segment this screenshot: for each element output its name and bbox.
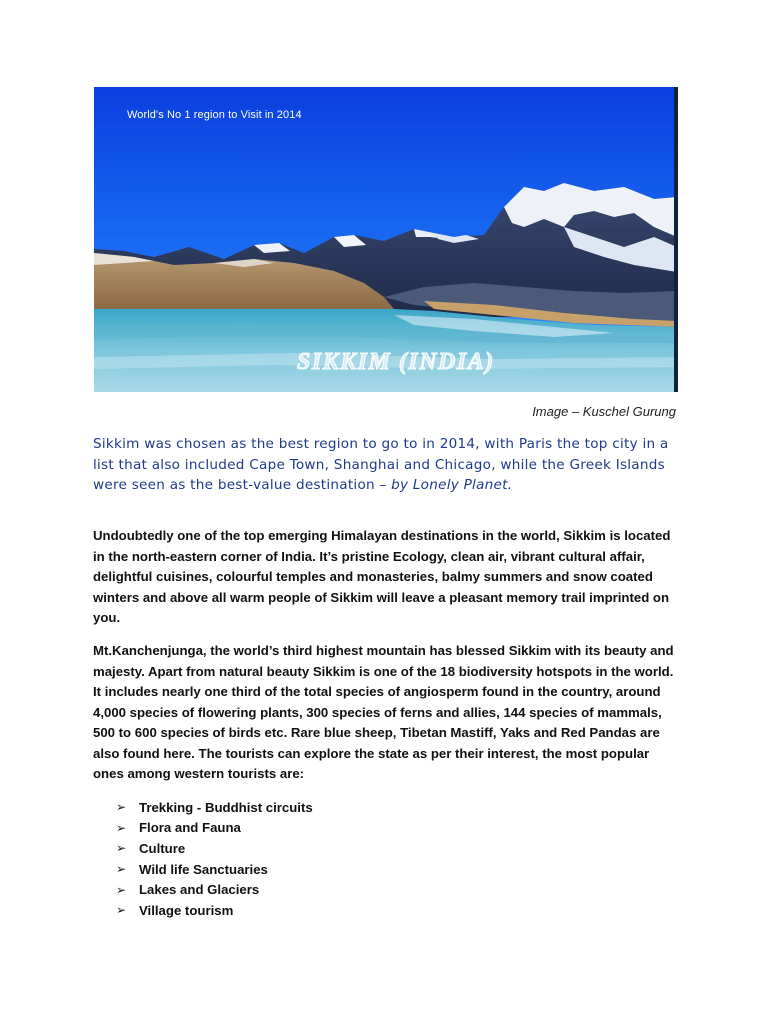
list-item: [116, 838, 313, 859]
hero-image: [94, 87, 677, 392]
list-item-label: Trekking - Buddhist circuits: [139, 799, 313, 815]
image-border: [674, 87, 678, 392]
arrow-bullet-icon: ➢: [116, 820, 127, 835]
list-item-label: Wild life Sanctuaries: [139, 861, 268, 877]
list-item: [116, 797, 313, 818]
list-item: [116, 900, 313, 921]
hero-tagline: World's No 1 region to Visit in 2014: [127, 109, 302, 121]
lake-mountain-photo: [94, 87, 677, 392]
attractions-list: [116, 797, 313, 921]
list-item-label: Culture: [139, 840, 186, 856]
list-item: [116, 818, 313, 839]
body-paragraph-2: Mt.Kanchenjunga, the world’s third highest mountain has blessed Sikkim with its beauty and majesty. Apart from natural beauty Sikkim is one of the 18 biodiversity hotspots in the world. It includes nearly one third of the total species of angiosperm found in the country, around 4,000 species of flowering plants, 300 species of ferns and allies, 144 species of mammals, 500 to 600 species of birds etc. Rare blue sheep, Tibetan Mastiff, Yaks and Red Pandas are also found here. The tourists can explore the state as per their interest, the most popular ones among western tourists are:: [93, 643, 674, 781]
arrow-bullet-icon: ➢: [116, 862, 127, 877]
arrow-bullet-icon: ➢: [116, 841, 127, 856]
intro-paragraph: [93, 434, 678, 496]
arrow-bullet-icon: ➢: [116, 882, 127, 897]
arrow-bullet-icon: ➢: [116, 903, 127, 918]
image-caption: Image – Kuschel Gurung: [532, 404, 676, 419]
list-item: [116, 859, 313, 880]
list-item: [116, 879, 313, 900]
intro-text: Sikkim was chosen as the best region to go to in 2014, with Paris the top city in a list that also included Cape Town, Shanghai and Chicago, while the Greek Islands were seen as the best-value destination –: [93, 436, 669, 493]
arrow-bullet-icon: ➢: [116, 800, 127, 815]
list-item-label: Lakes and Glaciers: [139, 882, 260, 898]
intro-credit: by Lonely Planet.: [391, 477, 513, 493]
hero-title: SIKKIM (INDIA): [297, 349, 495, 375]
list-item-label: Village tourism: [139, 902, 234, 918]
list-item-label: Flora and Fauna: [139, 820, 241, 836]
body-paragraph-1: Undoubtedly one of the top emerging Himalayan destinations in the world, Sikkim is located in the north-eastern corner of India. It’s pristine Ecology, clean air, vibrant cultural affair, delightful cuisines, colourful temples and monasteries, balmy summers and snow coated winters and above all warm people of Sikkim will leave a pleasant memory trail imprinted on you.: [93, 528, 671, 625]
